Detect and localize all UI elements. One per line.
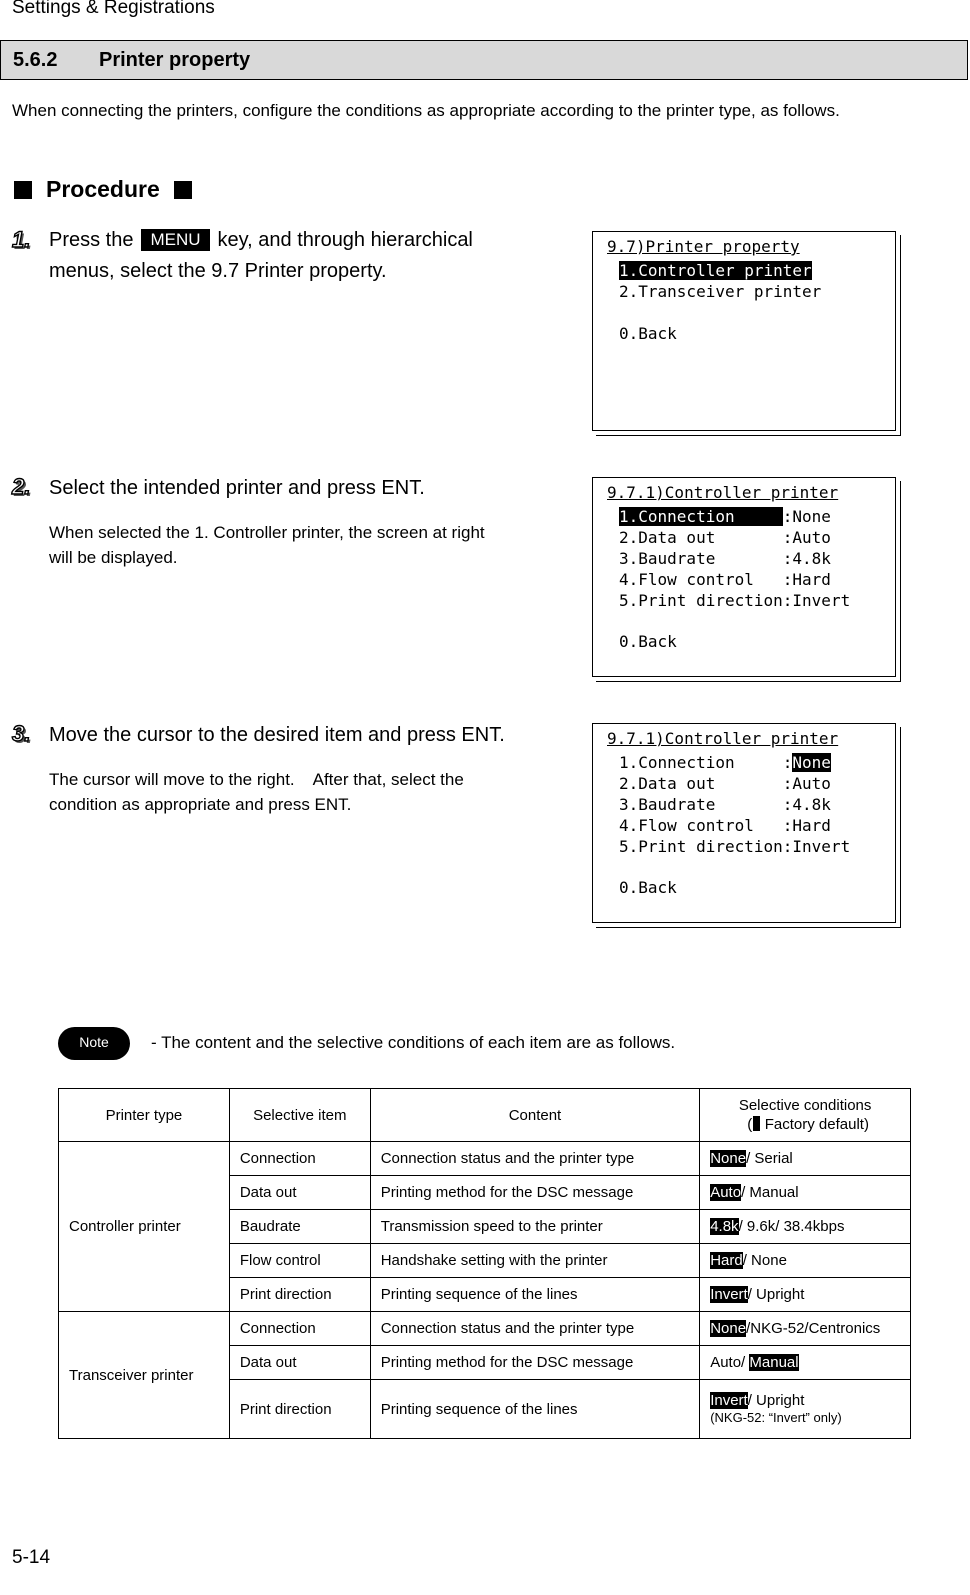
conditions-cell [700,1278,911,1312]
menu-item-value: None [792,753,831,772]
other-values: / Manual [741,1184,799,1201]
table-row [59,1312,911,1346]
menu-key: MENU [141,229,209,251]
menu-item: 3.Baudrate :4.8k [619,549,831,568]
default-value: None [710,1150,747,1167]
default-value: None [710,1320,747,1337]
other-values: /NKG-52/Centronics [746,1320,881,1337]
default-value: Invert [710,1286,748,1303]
header-printer-type: Printer type [59,1089,230,1142]
black-square-icon [14,181,32,199]
menu-item-label: 1.Connection [619,507,783,526]
content-cell: Handshake setting with the printer [370,1244,699,1278]
menu-item-value: Auto [792,528,831,547]
conditions-cell [700,1142,911,1176]
menu-item-label: 5.Print direction [619,837,783,856]
factory-default-legend [741,1116,869,1133]
menu-item [619,261,812,281]
default-value: Invert [710,1392,748,1409]
step-1-post: key, and through hierarchical [217,229,473,251]
menu-item-value: 4.8k [792,549,831,568]
note-badge: Note [58,1027,130,1060]
conditions-cell [700,1176,911,1210]
menu-item: 2.Data out :Auto [619,528,831,547]
item-cell: Connection [229,1142,370,1176]
back-item: 0.Back [619,324,677,343]
item-cell: Print direction [229,1278,370,1312]
header-conditions-line: Selective conditions [738,1097,872,1114]
menu-item-value: Hard [792,816,831,835]
table-header-row [59,1089,911,1142]
screen-title: 9.7.1)Controller printer [607,729,839,748]
section-number: 5.6.2 [13,49,58,71]
content-cell: Printing method for the DSC message [370,1176,699,1210]
printer-settings-table [58,1088,911,1439]
step-1-text [49,225,473,287]
page-number: 5-14 [12,1547,51,1568]
condition-note: (NKG-52: “Invert” only) [710,1410,842,1425]
step-3-desc [49,767,464,817]
step-2-desc [49,520,485,570]
menu-item-value: None [792,507,831,526]
item-cell: Baudrate [229,1210,370,1244]
menu-item-value: Hard [792,570,831,589]
default-value: Hard [710,1252,743,1269]
screen-title: 9.7)Printer property [607,237,800,256]
other-values: / 9.6k/ 38.4kbps [738,1218,845,1235]
menu-item-value: 4.8k [792,795,831,814]
step-1-pre: Press the [49,229,134,251]
printer-type-cell: Controller printer [59,1142,230,1312]
other-values: / Upright [747,1286,805,1303]
menu-item-label: 2.Data out [619,774,783,793]
menu-item-label: 4.Flow control [619,816,783,835]
conditions-cell [700,1244,911,1278]
menu-item: 1.Connection :None [619,507,831,526]
step-3-desc-line: condition as appropriate and press ENT. [49,795,352,814]
other-values: / Upright [747,1392,805,1409]
menu-item-label: 1.Connection [619,753,783,772]
menu-item-value: Invert [792,837,851,856]
back-item: 0.Back [619,632,677,651]
section-title: Printer property [99,49,251,71]
printer-property-screen [592,231,896,431]
other-values: / Serial [746,1150,793,1167]
menu-item: 4.Flow control :Hard [619,816,831,835]
menu-item: 4.Flow control :Hard [619,570,831,589]
default-value: Manual [749,1354,799,1371]
controller-printer-value-screen [592,723,896,923]
content-cell: Connection status and the printer type [370,1312,699,1346]
item-cell: Data out [229,1346,370,1380]
item-cell: Print direction [229,1380,370,1439]
step-1-line2: menus, select the 9.7 Printer property. [49,260,387,282]
default-value: 4.8k [710,1218,739,1235]
content-cell: Transmission speed to the printer [370,1210,699,1244]
back-item: 0.Back [619,878,677,897]
step-2-title: Select the intended printer and press ENT. [49,477,425,499]
item-cell: Connection [229,1312,370,1346]
step-number: 3. [12,721,31,746]
header-selective-conditions [700,1089,911,1142]
controller-printer-screen [592,477,896,677]
content-cell: Printing sequence of the lines [370,1380,699,1439]
menu-item: 5.Print direction:Invert [619,591,851,610]
printer-type-cell: Transceiver printer [59,1312,230,1439]
menu-item: 1.Connection :None [619,753,831,772]
conditions-cell [700,1346,911,1380]
menu-item-label: 5.Print direction [619,591,783,610]
black-square-icon [174,181,192,199]
menu-item: 3.Baudrate :4.8k [619,795,831,814]
procedure-heading [14,176,192,203]
table-row [59,1142,911,1176]
header-selective-item: Selective item [229,1089,370,1142]
conditions-cell [700,1312,911,1346]
conditions-cell [700,1210,911,1244]
step-3-title: Move the cursor to the desired item and press ENT. [49,724,505,746]
intro-text: When connecting the printers, configure the conditions as appropriate according to the printer type, as follows. [12,101,840,120]
menu-item: 2.Transceiver printer [619,282,822,301]
header-conditions-line: ( : Factory default) [747,1116,869,1133]
menu-item-label: 3.Baudrate [619,549,783,568]
screen-title: 9.7.1)Controller printer [607,483,839,502]
step-2-desc-line: will be displayed. [49,548,178,567]
note-text: - The content and the selective conditions of each item are as follows. [151,1033,676,1052]
menu-item-label: 1.Controller printer [619,261,812,280]
menu-item-label: 4.Flow control [619,570,783,589]
content-cell: Connection status and the printer type [370,1142,699,1176]
menu-item-value: Invert [792,591,851,610]
chapter-header: Settings & Registrations [12,0,215,18]
header-content: Content [370,1089,699,1142]
section-heading [0,40,968,80]
step-2-desc-line: When selected the 1. Controller printer, the screen at right [49,523,485,542]
conditions-cell [700,1380,911,1439]
step-number: 2. [12,474,31,499]
content-cell: Printing sequence of the lines [370,1278,699,1312]
menu-item: 5.Print direction:Invert [619,837,851,856]
other-values: / None [742,1252,787,1269]
step-3-desc-line: The cursor will move to the right. After that, select the [49,770,464,789]
content-cell: Printing method for the DSC message [370,1346,699,1380]
item-cell: Flow control [229,1244,370,1278]
menu-item: 2.Data out :Auto [619,774,831,793]
menu-item-label: 3.Baudrate [619,795,783,814]
procedure-label: Procedure [46,176,160,202]
step-number: 1. [12,227,31,252]
menu-item-label: 2.Data out [619,528,783,547]
default-value: Auto [710,1184,742,1201]
menu-item-value: Auto [792,774,831,793]
other-values: Auto/ [710,1354,750,1371]
item-cell: Data out [229,1176,370,1210]
